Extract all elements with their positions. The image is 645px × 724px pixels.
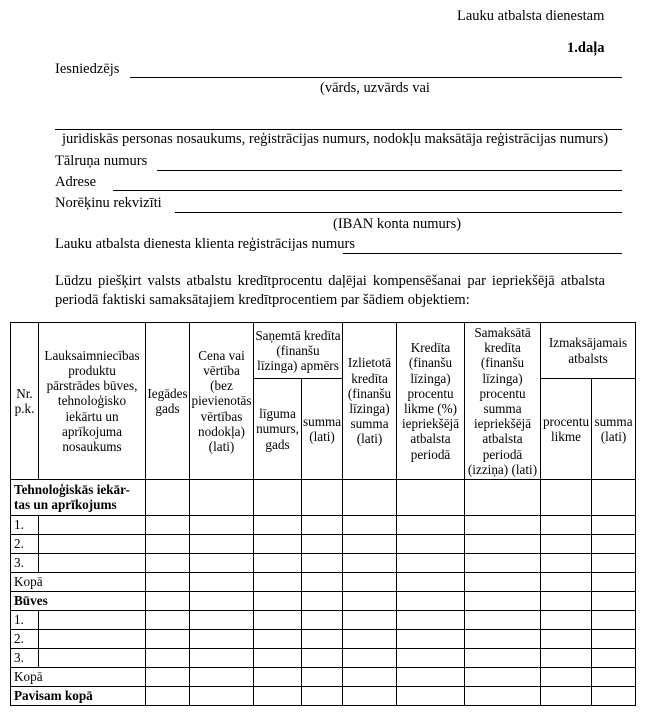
col-header-payable: Izmaksājamais atbalsts <box>541 323 636 379</box>
applicant-name-line[interactable] <box>130 77 622 78</box>
part-label: 1.daļa <box>567 40 605 56</box>
col-header-rate: Kredīta (finanšu līzinga) procentu likme (%) iepriekšējā atbalsta periodā <box>397 323 465 480</box>
section-label: Būves <box>11 592 146 611</box>
objects-table <box>10 322 636 706</box>
col-header-paid: Samaksātā kredīta (finanšu līzinga) procentu summa iepriekšējā atbalsta periodā (izziņa) (lati) <box>465 323 541 480</box>
table-row <box>11 480 636 516</box>
address-label: Adrese <box>55 174 97 190</box>
applicant-name-hint: (vārds, uzvārds vai <box>320 80 430 96</box>
col-header-received: Saņemtā kredīta (finanšu līzinga) apmērs <box>254 323 343 379</box>
row-number: 1. <box>11 516 39 535</box>
col-header-price: Cena vai vērtība (bez pievienotās vērtības nodokļa) (lati) <box>190 323 254 480</box>
col-header-year: Iegādes gads <box>146 323 190 480</box>
addressee: Lauku atbalsta dienestam <box>457 8 605 24</box>
table-row[interactable] <box>11 649 636 668</box>
col-header-contract: līguma numurs, gads <box>254 379 302 480</box>
row-number: 1. <box>11 611 39 630</box>
table-row <box>11 592 636 611</box>
col-header-nr: Nr. p.k. <box>11 323 39 480</box>
table-row <box>11 687 636 706</box>
table-row[interactable] <box>11 630 636 649</box>
col-header-pay-rate: procentu likme <box>541 379 592 480</box>
table-row[interactable] <box>11 554 636 573</box>
applicant-legal-hint: juridiskās personas nosaukums, reģistrācijas numurs, nodokļu maksātāja reģistrācijas numurs) <box>62 131 609 147</box>
table-row[interactable] <box>11 611 636 630</box>
col-header-used: Izlietotā kredīta (finanšu līzinga) summa (lati) <box>343 323 397 480</box>
row-number: 2. <box>11 630 39 649</box>
row-number: 3. <box>11 649 39 668</box>
row-number: 2. <box>11 535 39 554</box>
bank-line[interactable] <box>175 212 622 213</box>
iban-hint: (IBAN konta numurs) <box>333 216 462 232</box>
section-label: Tehnoloģiskās iekār-tas un aprīkojums <box>11 480 146 516</box>
total-label: Kopā <box>11 573 146 592</box>
row-number: 3. <box>11 554 39 573</box>
table-row <box>11 668 636 687</box>
bank-label: Norēķinu rekvizīti <box>55 195 162 211</box>
client-reg-line[interactable] <box>343 253 622 254</box>
col-header-received-sum: summa (lati) <box>302 379 343 480</box>
col-header-name: Lauksaimniecības produktu pārstrādes būves, tehnoloģisko iekārtu un aprīkojuma nosaukums <box>39 323 146 480</box>
table-row[interactable] <box>11 535 636 554</box>
applicant-label: Iesniedzējs <box>55 61 120 77</box>
total-label: Kopā <box>11 668 146 687</box>
phone-label: Tālruņa numurs <box>55 153 148 169</box>
table-row <box>11 573 636 592</box>
applicant-legal-line[interactable] <box>55 129 622 130</box>
col-header-pay-sum: summa (lati) <box>592 379 636 480</box>
request-text: Lūdzu piešķirt valsts atbalstu kredītprocentu daļējai kompensēšanai par iepriekšējā atbalsta periodā faktiski samaksātajiem kredītprocentiem par šādiem objektiem: <box>55 273 605 308</box>
grand-total-label: Pavisam kopā <box>11 687 146 706</box>
address-line[interactable] <box>113 190 622 191</box>
client-reg-label: Lauku atbalsta dienesta klienta reģistrācijas numurs <box>55 236 355 252</box>
table-row[interactable] <box>11 516 636 535</box>
phone-line[interactable] <box>157 170 622 171</box>
